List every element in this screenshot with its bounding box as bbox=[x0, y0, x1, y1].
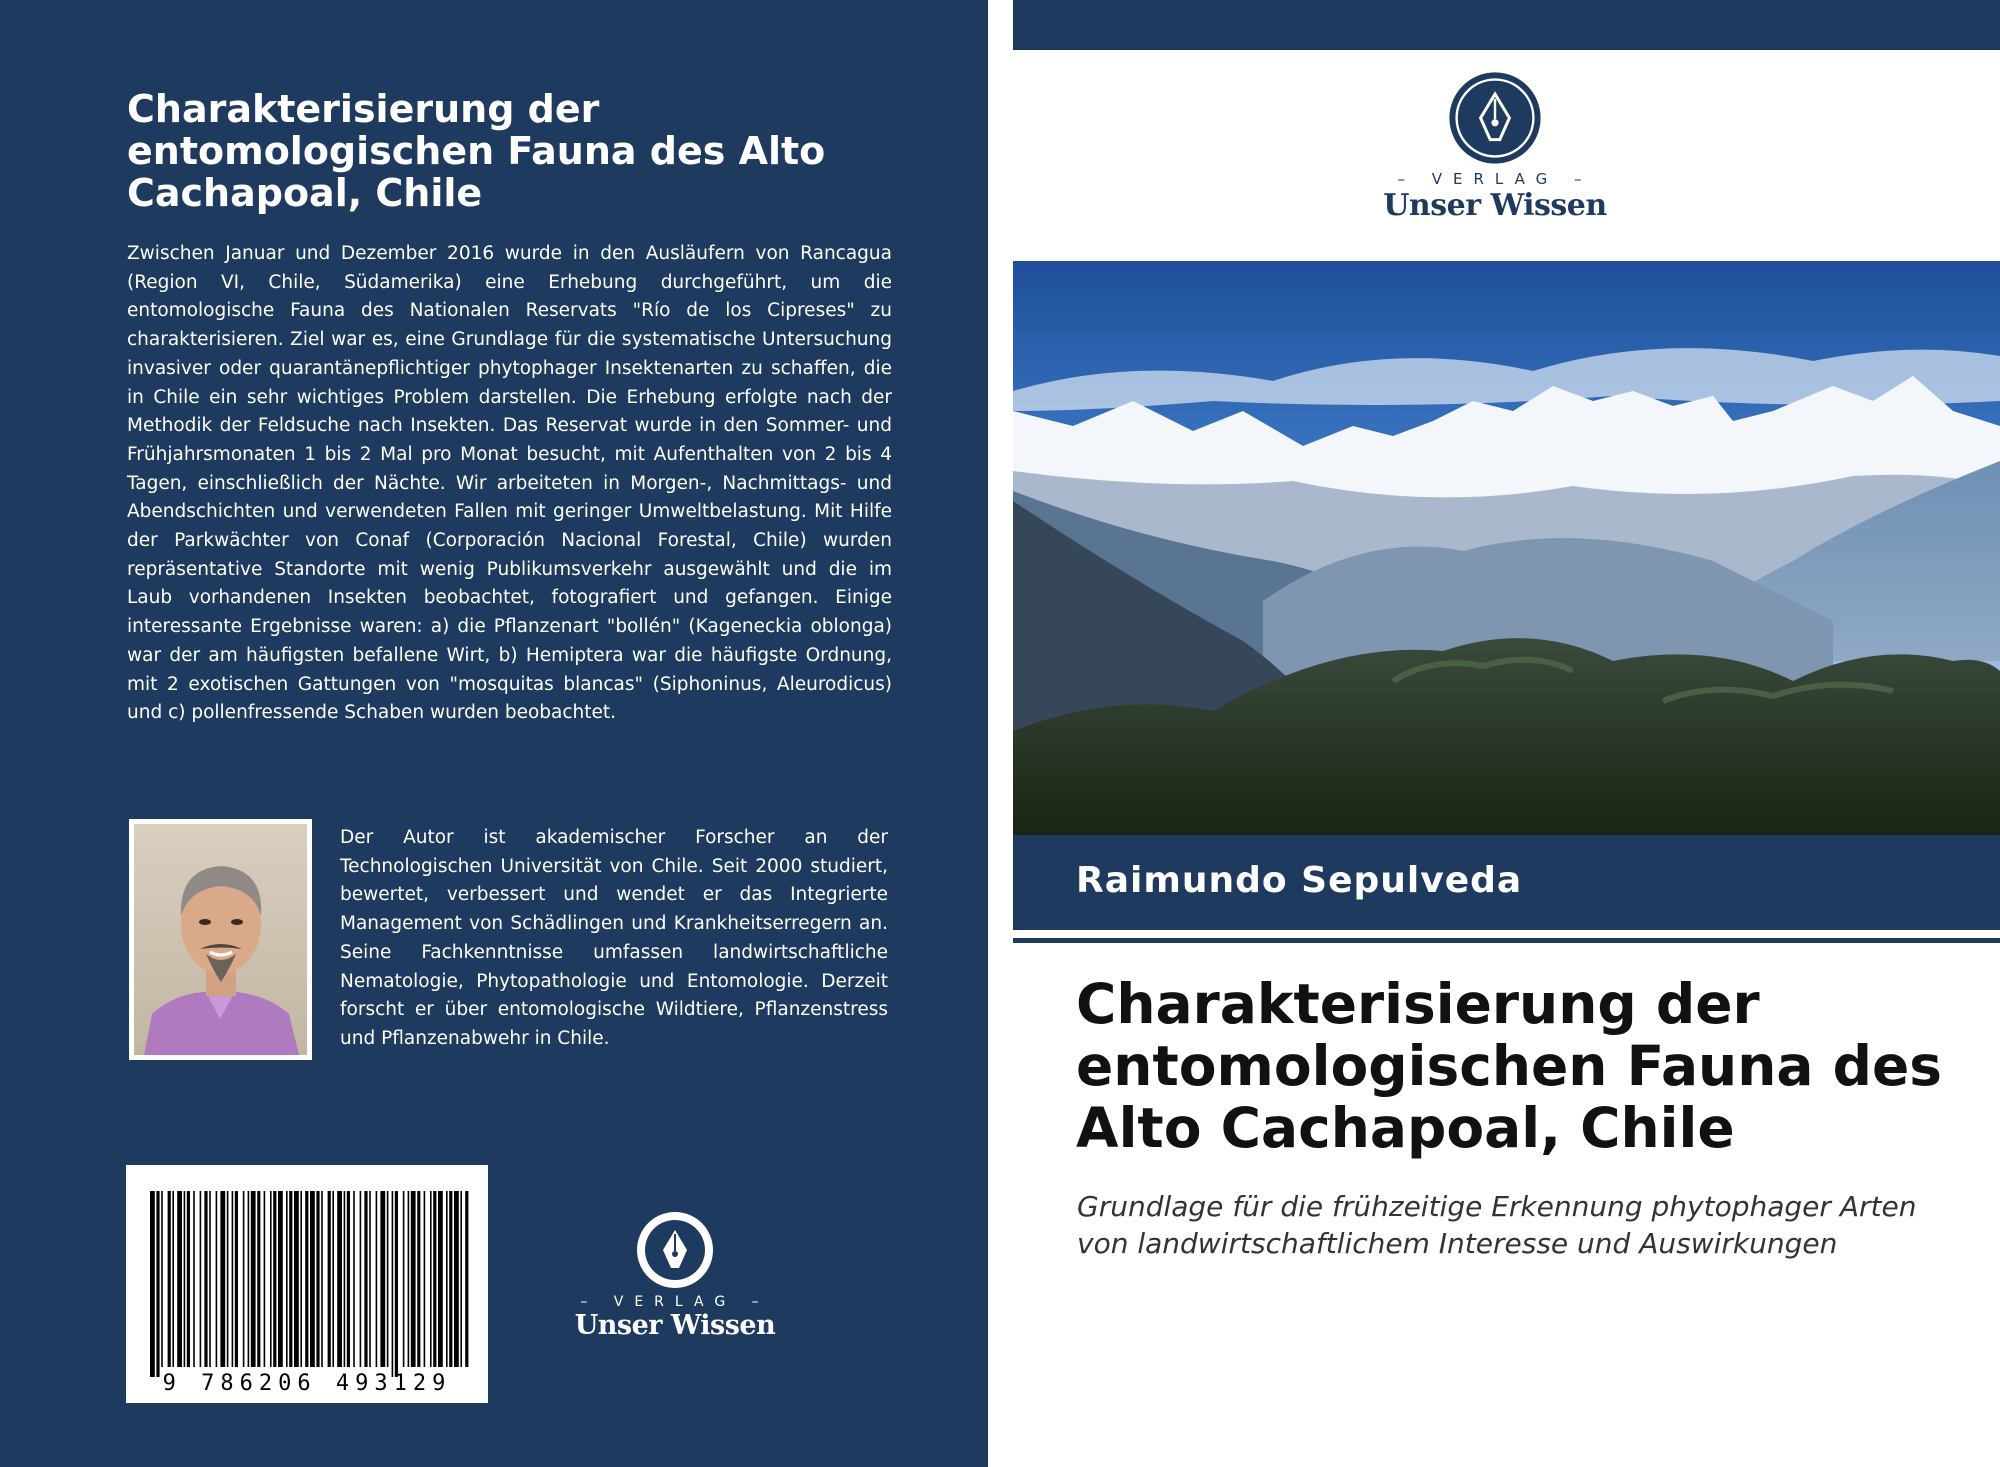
barcode-bar bbox=[289, 1191, 292, 1367]
barcode-bar bbox=[460, 1191, 462, 1367]
barcode-bar bbox=[376, 1191, 378, 1367]
barcode-bar bbox=[243, 1191, 245, 1367]
barcode-bar bbox=[321, 1191, 323, 1367]
back-cover-title: Charakterisierung der entomologischen Fauna des Alto Cachapoal, Chile bbox=[127, 87, 826, 215]
barcode-bar bbox=[417, 1191, 420, 1367]
barcode-bar bbox=[424, 1191, 426, 1367]
barcode-bar bbox=[278, 1191, 283, 1367]
isbn-barcode bbox=[126, 1165, 488, 1403]
barcode-bar bbox=[150, 1191, 155, 1377]
barcode-bar bbox=[193, 1191, 195, 1367]
back-cover-blurb: Zwischen Januar und Dezember 2016 wurde in den Ausläufern von Rancagua (Region VI, Chile, Südamerika) eine Erhebung durchgeführt, um die entomologische Fauna des Nationalen Reservats "Río de los Cipreses" zu charakterisieren. Ziel war es, eine Grundlage für die systematische Untersuchung invasiver oder quarantänepflichtiger phytophager Insektenarten zu schaffen, die in Chile ein sehr wichtiges Problem darstellen. Die Erhebung erfolgte nach der Methodik der Feldsuche nach Insekten. Das Reservat wurde in den Sommer- und Frühjahrsmonaten 1 bis 2 Mal pro Monat besucht, mit Aufenthalten von 2 bis 4 Tagen, einschließlich der Nächte. Wir arbeiteten in Morgen-, Nachmittags- und Abendschichten und verwendeten Fallen mit geringer Umweltbelastung. Mit Hilfe der Parkwächter von Conaf (Corporación Nacional Forestal, Chile) wurden repräsentative Standorte mit wenig Publikumsverkehr ausgewählt und die im Laub vorhandenen Insekten beobachtet, fotografiert und gefangen. Einige interessante Ergebnisse waren: a) die Pflanzenart "bollén" (Kageneckia oblonga) war der am häufigsten befallene Wirt, b) Hemiptera war die häufigste Ordnung, mit 2 exotischen Gattungen von "mosquitas blancas" (Siphoninus, Aleurodicus) und c) pollenfressende Schaben wurden beobachtet. bbox=[127, 243, 892, 724]
barcode-bar bbox=[270, 1191, 272, 1367]
barcode-bar bbox=[227, 1191, 229, 1367]
author-photo-frame bbox=[129, 819, 312, 1060]
author-bio: Der Autor ist akademischer Forscher an der Technologischen Universität von Chile. Seit 2000 studiert, bewertet, verbessert und wendet er das Integrierte Management von Schädlingen und Krankheitserregern an. Seine Fachkenntnisse umfassen landwirtschaftliche Nematologie, Phytopathologie und Entomologie. Derzeit forscht er über entomologische Wildtiere, Pflanzenstress und Pflanzenabwehr in Chile. bbox=[340, 827, 888, 1049]
publisher-name: Unser Wissen bbox=[1383, 188, 1607, 223]
publisher-verlag-label: – VERLAG – bbox=[1397, 170, 1593, 188]
fountain-pen-nib-icon bbox=[635, 1210, 715, 1290]
barcode-bar bbox=[220, 1191, 225, 1367]
barcode-bar bbox=[248, 1191, 250, 1367]
barcode-bar bbox=[344, 1191, 346, 1367]
front-cover-subtitle: Grundlage für die frühzeitige Erkennung phytophager Arten von landwirtschaftlichem Interesse und Auswirkungen bbox=[1077, 1190, 1917, 1260]
barcode-bar bbox=[430, 1191, 432, 1367]
barcode-bar bbox=[328, 1191, 331, 1367]
divider bbox=[1013, 938, 2000, 943]
barcode-bar bbox=[438, 1191, 443, 1367]
barcode-bar bbox=[216, 1191, 218, 1367]
barcode-bar bbox=[353, 1191, 355, 1367]
mountain-cover-image bbox=[1013, 261, 2000, 835]
barcode-bar bbox=[454, 1191, 459, 1367]
barcode-bar bbox=[257, 1191, 260, 1367]
barcode-bar bbox=[172, 1191, 174, 1367]
barcode-bar bbox=[392, 1191, 394, 1377]
barcode-bar bbox=[408, 1191, 410, 1367]
barcode-bar bbox=[387, 1191, 389, 1367]
barcode-bar bbox=[305, 1191, 308, 1367]
barcode-bar bbox=[184, 1191, 186, 1367]
barcode-bar bbox=[235, 1191, 238, 1367]
author-bar bbox=[1013, 835, 2000, 930]
barcode-bar bbox=[187, 1191, 190, 1367]
fountain-pen-nib-icon bbox=[1447, 70, 1543, 166]
back-publisher-logo bbox=[565, 1210, 785, 1341]
barcode-bar bbox=[403, 1191, 405, 1367]
author-photo bbox=[134, 824, 307, 1055]
barcode-bar bbox=[232, 1191, 234, 1367]
barcode-bar bbox=[347, 1191, 350, 1367]
barcode-bar bbox=[316, 1191, 319, 1367]
barcode-bar bbox=[204, 1191, 207, 1367]
barcode bbox=[126, 1165, 488, 1403]
barcode-bar bbox=[332, 1191, 334, 1367]
barcode-bar bbox=[310, 1191, 315, 1367]
barcode-bar bbox=[264, 1191, 266, 1367]
barcode-bar bbox=[369, 1191, 371, 1367]
barcode-bar bbox=[411, 1191, 416, 1367]
publisher-verlag-label: – VERLAG – bbox=[580, 1294, 770, 1310]
barcode-bar bbox=[294, 1191, 299, 1367]
barcode-bar bbox=[433, 1191, 436, 1367]
barcode-bar bbox=[300, 1191, 302, 1367]
barcode-bar bbox=[273, 1191, 276, 1367]
barcode-bar bbox=[156, 1191, 159, 1377]
barcode-bar bbox=[209, 1191, 211, 1367]
front-top-bar bbox=[1013, 0, 2000, 50]
barcode-bar bbox=[395, 1191, 398, 1377]
barcode-bar bbox=[337, 1191, 342, 1367]
barcode-bar bbox=[168, 1191, 171, 1367]
author-name: Raimundo Sepulveda bbox=[1076, 860, 1523, 901]
barcode-bar bbox=[286, 1191, 288, 1367]
isbn-digits: 9 786206 493129 bbox=[162, 1371, 452, 1396]
front-cover-title: Charakterisierung der entomologischen Fauna des Alto Cachapoal, Chile bbox=[1076, 972, 1943, 1160]
barcode-bar bbox=[251, 1191, 256, 1367]
barcode-bar bbox=[360, 1191, 362, 1367]
barcode-bar bbox=[446, 1191, 448, 1367]
spine-gap bbox=[988, 0, 1012, 1467]
barcode-bar bbox=[364, 1191, 367, 1367]
publisher-name: Unser Wissen bbox=[574, 1310, 776, 1341]
barcode-bar bbox=[161, 1191, 163, 1367]
barcode-bar bbox=[200, 1191, 202, 1367]
front-publisher-logo bbox=[1370, 70, 1620, 223]
barcode-bar bbox=[449, 1191, 452, 1367]
barcode-bar bbox=[465, 1191, 468, 1367]
barcode-bar bbox=[380, 1191, 385, 1367]
back-cover bbox=[0, 0, 988, 1467]
barcode-bar bbox=[177, 1191, 182, 1367]
